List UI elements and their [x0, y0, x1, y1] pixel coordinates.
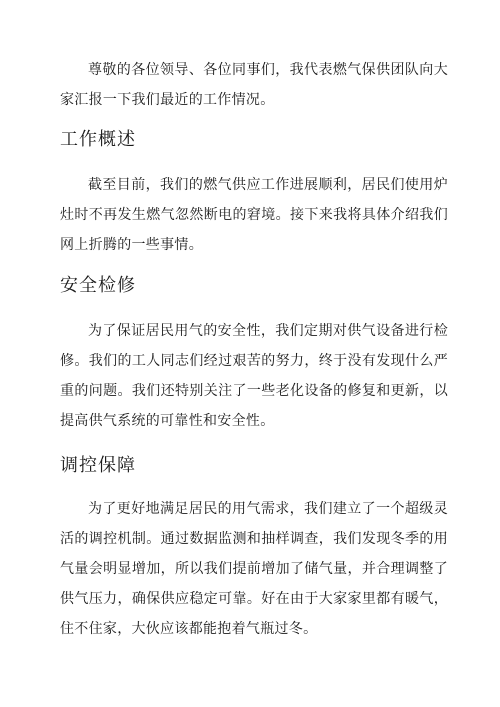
section-work-overview: [60, 127, 448, 153]
section-safety-maintenance-body: [60, 316, 448, 436]
section-heading-work-overview: 工作概述: [60, 129, 136, 150]
intro-section: [60, 55, 448, 115]
section-regulation-guarantee-body: [60, 494, 448, 644]
section-paragraph-regulation-guarantee: 为了更好地满足居民的用气需求，我们建立了一个超级灵活的调控机制。通过数据监测和抽样调查，我们发现冬季的用气量会明显增加，所以我们提前增加了储气量，并合理调整了供气压力，确保供应稳定可靠。好在由于大家家里都有暖气，住不住家，大伙应该都能抱着气瓶过冬。: [60, 501, 448, 637]
section-work-overview-body: [60, 170, 448, 260]
section-paragraph-safety-maintenance: 为了保证居民用气的安全性，我们定期对供气设备进行检修。我们的工人同志们经过艰苦的努力，终于没有发现什么严重的问题。我们还特别关注了一些老化设备的修复和更新，以提高供气系统的可靠性和安全性。: [60, 323, 448, 429]
section-paragraph-work-overview: 截至目前，我们的燃气供应工作进展顺利，居民们使用炉灶时不再发生燃气忽然断电的窘境。接下来我将具体介绍我们网上折腾的一些事情。: [60, 177, 448, 253]
section-heading-regulation-guarantee: 调控保障: [60, 455, 136, 476]
section-regulation-guarantee: [60, 453, 448, 479]
intro-paragraph: 尊敬的各位领导、各位同事们，我代表燃气保供团队向大家汇报一下我们最近的工作情况。: [60, 62, 448, 108]
section-safety-maintenance: [60, 273, 448, 299]
section-heading-safety-maintenance: 安全检修: [60, 275, 136, 296]
